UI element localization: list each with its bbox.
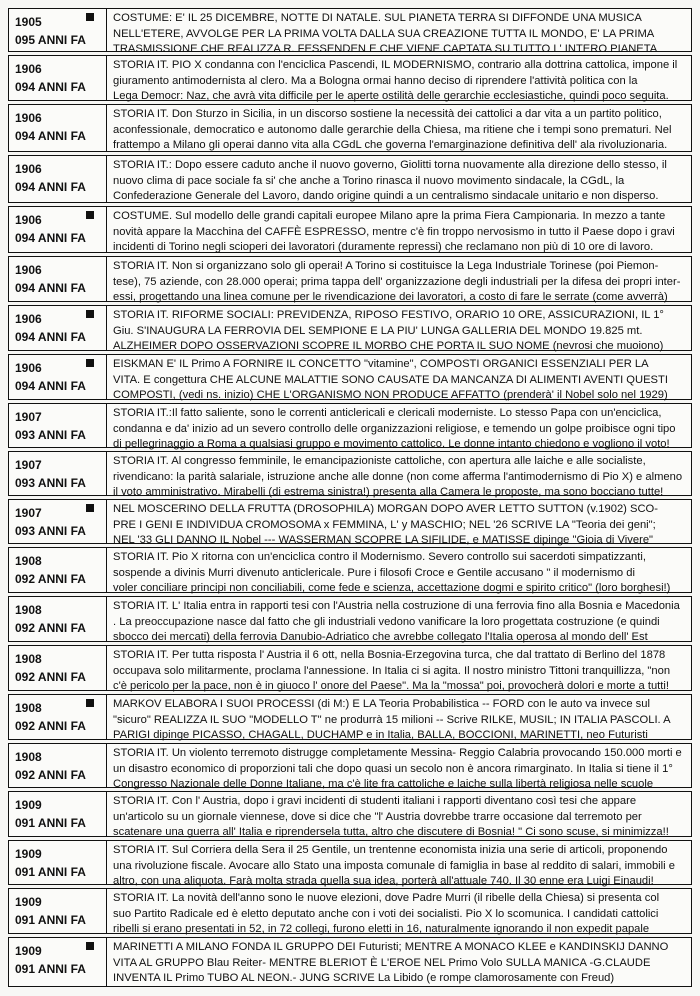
entry-text-line: STORIA IT. Un violento terremoto distrugge completamente Messina- Reggio Calabria provocando 150.000 morti e — [113, 747, 682, 759]
entry-text-line: STORIA IT. L' Italia entra in rapporti tesi con l'Austria nella costruzione di una ferrovia fino alla Bosnia e Macedonia — [113, 600, 680, 612]
date-cell — [9, 744, 107, 787]
entry-text-line: STORIA IT. Non si organizzano solo gli operai! A Torino si costituisce la Lega Industriale Torinese (poi Piemon- — [113, 260, 659, 272]
square-bullet-icon — [86, 310, 94, 318]
timeline-entry — [8, 256, 692, 302]
entry-text-line: STORIA IT. Pio X ritorna con un'enciclica contro il Modernismo. Severo controllo sui sacerdoti simpatizzanti, — [113, 551, 646, 563]
entry-text — [113, 11, 686, 58]
entry-text-line: STORIA IT. La novità dell'anno sono le nuove elezioni, dove Padre Murri (il ribelle della Chiesa) si presenta col — [113, 892, 660, 904]
square-bullet-icon — [86, 699, 94, 707]
entry-year: 1906 — [15, 162, 42, 176]
entry-text-line: STORIA IT. Al congresso femminile, le emancipazioniste cattoliche, con apertura alle laiche e alle socialiste, — [113, 455, 646, 467]
entry-years-ago: 092 ANNI FA — [15, 768, 86, 782]
date-cell — [9, 646, 107, 690]
date-cell — [9, 404, 107, 447]
entry-years-ago: 091 ANNI FA — [15, 962, 86, 976]
entry-years-ago: 092 ANNI FA — [15, 621, 86, 635]
entry-text-line: MARINETTI A MILANO FONDA IL GRUPPO DEI Futuristi; MENTRE A MONACO KLEE e KANDINSKIJ DANNO — [113, 941, 669, 953]
entry-text-line: sbocco dei mercati) della ferrovia Danubio-Adriatico che avrebbe collegato l'Italia operosa al mondo dell' Est — [113, 631, 648, 644]
square-bullet-icon — [86, 504, 94, 512]
entry-text — [113, 891, 686, 938]
square-bullet-icon — [86, 13, 94, 21]
timeline-entry — [8, 840, 692, 888]
timeline-entry — [8, 743, 692, 791]
entry-year: 1907 — [15, 410, 42, 424]
entry-text — [113, 794, 686, 841]
entry-text-line: "sicuro" REALIZZA IL SUO "MODELLO T" ne produrrà 15 milioni -- Scrive RILKE, MUSIL; IN ITALIA PASCOLI. A — [113, 713, 671, 726]
entry-text-line: voler conciliare principi non conciliabili, come fede e scienza, accettazione dogmi e spirito critico" (loro borghesi!) — [113, 582, 671, 595]
entry-text-line: Confederazione Generale del Lavoro, dando origine quindi a un centralismo sindacale unitario e non disperso. — [113, 190, 659, 203]
entry-text-line: NEL MOSCERINO DELLA FRUTTA (DROSOPHILA) MORGAN DOPO AVER LETTO SUTTON (v.1902) SCO- — [113, 503, 658, 515]
entry-text — [113, 259, 686, 306]
timeline-entry — [8, 55, 692, 101]
square-bullet-icon — [86, 359, 94, 367]
entry-year: 1906 — [15, 213, 42, 227]
entry-years-ago: 094 ANNI FA — [15, 180, 86, 194]
entry-text-line: un disastro economico di proporzioni tali che dopo quasi un secolo non è ancora rimarginato. In Italia si tiene il 1° — [113, 762, 673, 775]
entry-text — [113, 843, 686, 890]
entry-text-line: giuramento antimodernista al clero. Ma a Bologna ormai hanno deciso di riprendere l'attività politica con la — [113, 74, 638, 87]
entry-years-ago: 094 ANNI FA — [15, 231, 86, 245]
entry-text-line: tese), 75 aziende, con 28.000 operai; prima tappa dell' organizzazione degli industriali per la difesa dei propri inter- — [113, 275, 681, 288]
entry-years-ago: 094 ANNI FA — [15, 281, 86, 295]
timeline-entry — [8, 403, 692, 451]
entry-text-line: altro, con una aliquota. Farà molta strada quella sua idea, porterà all'attuale 740. Il 30 enne era Luigi Einaudi! — [113, 875, 654, 888]
entry-text-line: Congresso Nazionale delle Donne Italiane, ma c'è lite fra cattoliche e laiche sulla libertà religiosa nelle scuole — [113, 778, 654, 791]
entry-text-line: STORIA IT. RIFORME SOCIALI: PREVIDENZA, RIPOSO FESTIVO, ORARIO 10 ORE, ASSICURAZIONI, IL 1° — [113, 309, 664, 321]
entry-text — [113, 502, 686, 549]
entry-year: 1909 — [15, 847, 42, 861]
entry-year: 1909 — [15, 895, 42, 909]
timeline-entry — [8, 547, 692, 593]
entry-text-line: PARIGI dipinge PICASSO, CHAGALL, DUCHAMP e in Italia, BALLA, BOCCIONI, MARINETTI, neo Futuristi — [113, 729, 648, 742]
square-bullet-icon — [86, 211, 94, 219]
entry-years-ago: 091 ANNI FA — [15, 816, 86, 830]
date-cell — [9, 597, 107, 641]
entry-text-line: COMPOSTI, (vedi ns. inizio) CHE L'ORGANISMO NON PRODUCE AFFATTO (prenderà' il Nobel solo nel 1929) — [113, 389, 668, 402]
timeline-entry — [8, 451, 692, 499]
entry-text-line: . La preoccupazione nasce dal fatto che gli industriali vedono vanificare la loro progettata costruzione (e quindi — [113, 615, 660, 628]
timeline-entry — [8, 305, 692, 351]
entry-text-line: Lega Democr: Naz, che avrà vita difficile per le aperte ostilità delle gerarchie ecclesiastiche, quindi poco seguita. — [113, 90, 669, 103]
date-cell — [9, 792, 107, 836]
timeline-entry — [8, 8, 692, 56]
entry-text-line: NEL '33 GLI DANNO IL Nobel --- WASSERMAN SCOPRE LA SIFILIDE, e MATISSE dipinge "Gioia di Vivere" — [113, 534, 654, 547]
entry-year: 1906 — [15, 312, 42, 326]
entry-text — [113, 550, 686, 597]
entry-text — [113, 648, 686, 695]
entry-text — [113, 940, 686, 987]
entry-year: 1906 — [15, 263, 42, 277]
entry-year: 1908 — [15, 652, 42, 666]
entry-text-line: aconfessionale, democratico e autonomo dalle gerarchie della Chiesa, ma ritiene che i tempi sono prematuri. Nel — [113, 123, 672, 136]
entry-text-line: STORIA IT. Per tutta risposta l' Austria il 6 ott, nella Bosnia-Erzegovina turca, che dal trattato di Berlino del 1878 — [113, 649, 666, 661]
date-cell — [9, 56, 107, 100]
entry-years-ago: 091 ANNI FA — [15, 913, 86, 927]
entry-text-line: STORIA IT. Con l' Austria, dopo i gravi incidenti di studenti italiani i rapporti diventano così tesi che appare — [113, 795, 637, 807]
date-cell — [9, 889, 107, 933]
entry-year: 1906 — [15, 361, 42, 375]
entry-text-line: un'articolo su un giornale viennese, dove si dice che "l' Austria dovrebbe trarre occasione dal terremoto per — [113, 810, 642, 823]
entry-years-ago: 095 ANNI FA — [15, 33, 86, 47]
date-cell — [9, 105, 107, 151]
date-cell — [9, 841, 107, 884]
entry-text-line: scatenare una guerra all' Italia e riprendersela tutta, altro che discutere di Bosnia! " Ci sono scuse, si minimizza!! — [113, 826, 669, 839]
entry-text-line: STORIA IT. Sul Corriera della Sera il 25 Gentile, un trentenne economista inizia una serie di articoli, proponendo — [113, 844, 668, 856]
entry-text-line: TRASMISSIONE CHE REALIZZA R. FESSENDEN E CHE VIENE CAPTATA SU TUTTO L' INTERO PIANETA — [113, 43, 658, 56]
entry-years-ago: 094 ANNI FA — [15, 330, 86, 344]
entry-text-line: COSTUME. Sul modello delle grandi capitali europee Milano apre la prima Fiera Campionaria. In mezzo a tante — [113, 210, 666, 222]
entry-years-ago: 091 ANNI FA — [15, 865, 86, 879]
timeline-entry — [8, 888, 692, 934]
entry-text-line: ribelli si erano presentati in 52, in 72 collegi, furono eletti in 16, naturalmente ignorando il non expedit papale — [113, 923, 650, 936]
entry-text-line: novità appare la Macchina del CAFFÈ ESPRESSO, mentre c'è fin troppo nervosismo in tutto il Paese dopo i gravi — [113, 225, 675, 238]
date-cell — [9, 257, 107, 301]
timeline-entry — [8, 791, 692, 837]
entry-text-line: frattempo a Milano gli operai danno vita alla CGdL che governa l'emarginazione definitiva dell' ala rivoluzionaria. — [113, 139, 668, 152]
entry-text-line: PRE I GENI E INDIVIDUA CROMOSOMA x FEMMINA, L' y MASCHIO; NEL '26 SCRIVE LA "Teoria dei geni"; — [113, 518, 656, 531]
entry-text — [113, 746, 686, 793]
entry-text-line: VITA. E congettura CHE ALCUNE MALATTIE SONO CAUSATE DA MANCANZA DI ALIMENTI AVENTI QUESTI — [113, 373, 668, 386]
entry-text-line: occupava solo militarmente, proclama l'annessione. In Italia ci si agita. Il nostro ministro Tittoni tranquillizza, "non — [113, 664, 671, 677]
entry-text-line: di pellegrinaggio a Roma a qualsiasi gruppo e movimento cattolico. Le donne intanto chiedono e vogliono il voto! — [113, 438, 670, 451]
entry-text-line: MARKOV ELABORA I SUOI PROCESSI (di M:) E LA Teoria Probabilistica -- FORD con le auto va invece sul — [113, 698, 650, 710]
entry-text-line: una rivoluzione fiscale. Avocare allo Stato una imposta comunale di famiglia in base al reddito di salari, immobili e — [113, 859, 675, 872]
entry-text-line: c'è pericolo per la pace, non è in giuoco l' onore del Paese". Ma la "mossa" poi, provocherà dolori e morte a tutti! — [113, 680, 669, 693]
entry-year: 1909 — [15, 798, 42, 812]
entry-text-line: condanna e da' inizio ad un severo controllo delle organizzazioni religiose, e temendo un golpe proibisce ogni tipo — [113, 422, 676, 435]
entry-text-line: incidenti di Torino negli scioperi dei lavoratori (duramente repressi) che reclamano non più di 10 ore di lavoro. — [113, 241, 654, 254]
entry-text-line: NELL'ETERE, AVVOLGE PER LA PRIMA VOLTA DALLA SUA CREAZIONE TUTTA IL MONDO, E' LA PRIMA — [113, 27, 655, 40]
entry-text — [113, 209, 686, 256]
entry-text-line: COSTUME: E' IL 25 DICEMBRE, NOTTE DI NATALE. SUL PIANETA TERRA SI DIFFONDE UNA MUSICA — [113, 12, 642, 24]
entry-text-line: nuovo clima di pace sociale fa si' che anche a Torino rinasca il nuovo movimento sindacale, la CGdL, la — [113, 174, 625, 187]
date-cell — [9, 452, 107, 495]
entry-text-line: sospende a divinis Murri divenuto anticlericale. Pure i filosofi Croce e Gentile accusano " il modernismo di — [113, 566, 635, 579]
entry-years-ago: 094 ANNI FA — [15, 80, 86, 94]
entry-year: 1907 — [15, 458, 42, 472]
date-cell — [9, 306, 107, 350]
entry-text-line: il voto amministrativo. Mirabelli (di estrema sinistra!) presenta alla Camera le proposte, ma sono bocciano tutte! — [113, 486, 664, 499]
date-cell — [9, 207, 107, 252]
entry-text — [113, 454, 686, 501]
timeline-entry — [8, 104, 692, 152]
entry-text-line: suo Partito Radicale ed è eletto deputato anche con i voti dei socialisti. Pio X lo scomunica. I candidati cattolici — [113, 907, 659, 920]
entry-text — [113, 308, 686, 355]
entry-years-ago: 094 ANNI FA — [15, 379, 86, 393]
date-cell — [9, 9, 107, 51]
entry-year: 1908 — [15, 603, 42, 617]
entry-year: 1908 — [15, 701, 42, 715]
entry-years-ago: 093 ANNI FA — [15, 476, 86, 490]
entry-year: 1908 — [15, 554, 42, 568]
entry-year: 1907 — [15, 506, 42, 520]
date-cell — [9, 156, 107, 202]
entry-text — [113, 406, 686, 453]
timeline-entry — [8, 155, 692, 203]
entry-year: 1908 — [15, 750, 42, 764]
square-bullet-icon — [86, 942, 94, 950]
date-cell — [9, 548, 107, 592]
entry-text-line: INVENTA IL Primo TUBO AL NEON.- JUNG SCRIVE La Libido (e rompe clamorosamente con Freud) — [113, 972, 615, 985]
entry-text-line: ALZHEIMER DOPO OSSERVAZIONI SCOPRE IL MORBO CHE PORTA IL SUO NOME (nevrosi che muoiono) — [113, 340, 664, 353]
entry-years-ago: 092 ANNI FA — [15, 719, 86, 733]
entry-text — [113, 697, 686, 744]
timeline-entry — [8, 596, 692, 642]
timeline-entry — [8, 645, 692, 691]
entry-text-line: essi, progettando una linea comune per le rivendicazione dei lavoratori, a costo di fare le serrate (come avverrà) — [113, 291, 668, 304]
entry-text-line: STORIA IT. PIO X condanna con l'enciclica Pascendi, IL MODERNISMO, contrario alla dottrina cattolica, impone il — [113, 59, 678, 71]
timeline-entry — [8, 937, 692, 987]
entry-text-line: rivendicano: la parità salariale, istruzione anche alle donne (non come afferma l'antimodernismo di Pio X) e almeno — [113, 470, 683, 483]
date-cell — [9, 695, 107, 739]
entry-text-line: STORIA IT.: Dopo essere caduto anche il nuovo governo, Giolitti torna nuovamente alla direzione dello stesso, il — [113, 159, 667, 171]
entry-year: 1909 — [15, 944, 42, 958]
entry-text — [113, 58, 686, 105]
entry-years-ago: 093 ANNI FA — [15, 524, 86, 538]
entry-text-line: Giu. S'INAUGURA LA FERROVIA DEL SEMPIONE E LA PIU' LUNGA GALLERIA DEL MONDO 19.825 mt. — [113, 324, 643, 337]
entry-text-line: EISKMAN E' IL Primo A FORNIRE IL CONCETTO "vitamine", COMPOSTI ORGANICI ESSENZIALI PER LA — [113, 358, 649, 370]
entry-year: 1906 — [15, 62, 42, 76]
entry-text — [113, 357, 686, 404]
entry-text — [113, 107, 686, 154]
entry-years-ago: 094 ANNI FA — [15, 129, 86, 143]
timeline-entry — [8, 499, 692, 547]
timeline-entry — [8, 354, 692, 400]
entry-text — [113, 158, 686, 205]
entry-years-ago: 092 ANNI FA — [15, 670, 86, 684]
date-cell — [9, 938, 107, 986]
entry-text-line: STORIA IT.:Il fatto saliente, sono le correnti anticlericali e clericali moderniste. Lo stesso Papa con un'enciclica, — [113, 407, 662, 419]
entry-text-line: VITA AL GRUPPO Blau Reiter- MENTRE BLERIOT È L'EROE NEL Primo Volo SULLA MANICA -G.CLAUDE — [113, 956, 651, 969]
timeline-entry — [8, 694, 692, 740]
entry-text — [113, 599, 686, 646]
date-cell — [9, 500, 107, 543]
entry-year: 1906 — [15, 111, 42, 125]
date-cell — [9, 355, 107, 399]
entry-years-ago: 092 ANNI FA — [15, 572, 86, 586]
entry-years-ago: 093 ANNI FA — [15, 428, 86, 442]
entry-text-line: STORIA IT. Don Sturzo in Sicilia, in un discorso sostiene la necessità dei cattolici a dar vita a un partito politico, — [113, 108, 662, 120]
entry-year: 1905 — [15, 15, 42, 29]
timeline-entry — [8, 206, 692, 253]
